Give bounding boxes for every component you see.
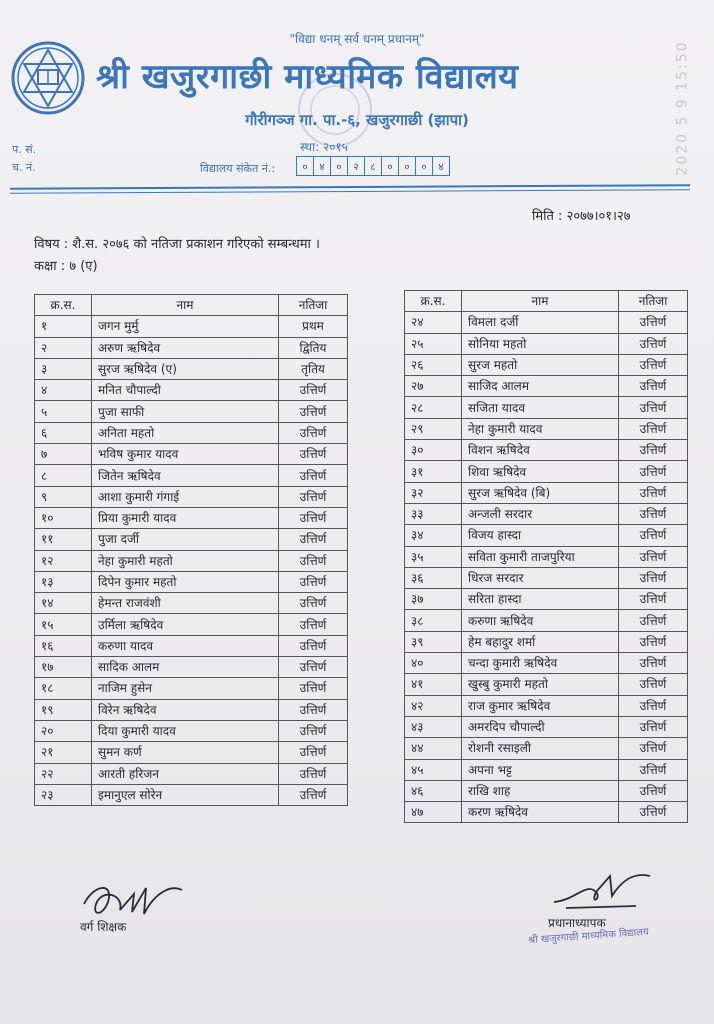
table-row <box>35 614 348 635</box>
cell-serial-number: ३९ <box>405 631 462 652</box>
cell-serial-number: ४१ <box>405 674 462 695</box>
code-digit-box: ० <box>331 156 348 176</box>
cell-result: उत्तिर्ण <box>279 784 348 805</box>
cell-student-name: आरती हरिजन <box>92 763 279 784</box>
cell-student-name: हेम बहादुर शर्मा <box>462 631 619 652</box>
cell-result: तृतिय <box>279 358 348 379</box>
school-logo-icon <box>10 40 86 116</box>
cell-serial-number: ३५ <box>405 546 462 567</box>
col-name-header: नाम <box>92 295 279 316</box>
cell-serial-number: ३७ <box>405 589 462 610</box>
table-row <box>405 546 688 567</box>
table-header-row <box>405 291 688 312</box>
cell-serial-number: ४० <box>405 653 462 674</box>
cell-student-name: सुरज ऋषिदेव (ए) <box>92 358 279 379</box>
cell-student-name: विरेन ऋषिदेव <box>92 699 279 720</box>
cell-student-name: सरिता हास्दा <box>462 589 619 610</box>
cell-result: उत्तिर्ण <box>619 802 688 823</box>
cell-student-name: इमानुएल सोरेन <box>92 784 279 805</box>
cell-serial-number: १३ <box>35 571 92 592</box>
cell-serial-number: ५ <box>35 401 92 422</box>
table-row <box>405 461 688 482</box>
cell-result: उत्तिर्ण <box>619 418 688 439</box>
cell-result: उत्तिर्ण <box>279 422 348 443</box>
table-row <box>405 780 688 801</box>
table-row <box>35 720 348 741</box>
cell-result: उत्तिर्ण <box>619 589 688 610</box>
cell-serial-number: २२ <box>35 763 92 784</box>
cell-serial-number: ४२ <box>405 695 462 716</box>
cn-label: च. नं. <box>12 161 36 174</box>
cell-student-name: धिरज सरदार <box>462 567 619 588</box>
school-address: गौरीगञ्ज गा. पा.-६, खजुरगाछी (झापा) <box>245 111 469 129</box>
cell-result: उत्तिर्ण <box>619 631 688 652</box>
cell-result: उत्तिर्ण <box>279 657 348 678</box>
table-row <box>35 444 348 465</box>
cell-result: उत्तिर्ण <box>279 486 348 507</box>
code-digit-box: ० <box>416 156 433 176</box>
cell-result: उत्तिर्ण <box>619 461 688 482</box>
cell-serial-number: ३२ <box>405 482 462 503</box>
cell-student-name: विमला दर्जी <box>462 312 619 333</box>
table-row <box>405 418 688 439</box>
cell-student-name: दिपेन कुमार महतो <box>92 571 279 592</box>
cell-student-name: सुरज ऋषिदेव (बि) <box>462 482 619 503</box>
cell-student-name: नेहा कुमारी महतो <box>92 550 279 571</box>
cell-result: उत्तिर्ण <box>279 720 348 741</box>
cell-student-name: राखि शाह <box>462 780 619 801</box>
school-motto: "विद्या धनम् सर्व धनम् प्रधानम्" <box>289 32 425 46</box>
cell-serial-number: ६ <box>35 422 92 443</box>
table-row <box>35 550 348 571</box>
letter-grade: कक्षा : ७ (ए) <box>34 259 98 274</box>
cell-serial-number: १ <box>35 316 92 337</box>
school-name: श्री खजुरगाछी माध्यमिक विद्यालय <box>96 57 519 97</box>
cell-student-name: जगन मुर्मु <box>92 316 279 337</box>
cell-student-name: राज कुमार ऋषिदेव <box>462 695 619 716</box>
cell-student-name: सोनिया महतो <box>462 333 619 354</box>
col-result-header: नतिजा <box>619 291 688 312</box>
cell-student-name: अपना भट्ट <box>462 759 619 780</box>
cell-result: उत्तिर्ण <box>279 571 348 592</box>
cell-result: उत्तिर्ण <box>279 699 348 720</box>
cell-serial-number: १२ <box>35 550 92 571</box>
table-row <box>35 571 348 592</box>
cell-serial-number: २० <box>35 720 92 741</box>
table-row <box>35 401 348 422</box>
table-row <box>405 674 688 695</box>
code-digit-box: ० <box>399 156 416 176</box>
table-row <box>35 657 348 678</box>
cell-result: उत्तिर्ण <box>279 380 348 401</box>
col-sn-header: क्र.स. <box>405 291 462 312</box>
table-row <box>35 422 348 443</box>
cell-serial-number: २३ <box>35 784 92 805</box>
cell-serial-number: ४३ <box>405 716 462 737</box>
cell-result: उत्तिर्ण <box>619 653 688 674</box>
table-row <box>405 738 688 759</box>
table-row <box>35 763 348 784</box>
col-name-header: नाम <box>462 291 619 312</box>
cell-student-name: सादिक आलम <box>92 657 279 678</box>
table-row <box>405 376 688 397</box>
table-row <box>405 525 688 546</box>
cell-serial-number: २५ <box>405 333 462 354</box>
cell-serial-number: ४४ <box>405 738 462 759</box>
cell-student-name: शिवा ऋषिदेव <box>462 461 619 482</box>
cell-result: प्रथम <box>279 316 348 337</box>
cell-serial-number: २७ <box>405 376 462 397</box>
cell-student-name: करण ऋषिदेव <box>462 802 619 823</box>
cell-student-name: नेहा कुमारी यादव <box>462 418 619 439</box>
cell-student-name: अन्जली सरदार <box>462 503 619 524</box>
cell-serial-number: २४ <box>405 312 462 333</box>
ps-label: प. सं. <box>12 143 37 156</box>
code-digit-box: ० <box>296 156 314 176</box>
table-row <box>405 503 688 524</box>
cell-result: उत्तिर्ण <box>279 593 348 614</box>
cell-student-name: खुस्बु कुमारी महतो <box>462 674 619 695</box>
cell-serial-number: २८ <box>405 397 462 418</box>
cell-serial-number: १९ <box>35 699 92 720</box>
cell-student-name: हेमन्त राजवंशी <box>92 593 279 614</box>
cell-result: उत्तिर्ण <box>619 376 688 397</box>
cell-serial-number: ३८ <box>405 610 462 631</box>
cell-student-name: साजिद आलम <box>462 376 619 397</box>
table-row <box>35 784 348 805</box>
cell-result: उत्तिर्ण <box>619 546 688 567</box>
school-code-label: विद्यालय संकेत नं.: <box>200 162 276 175</box>
cell-result: उत्तिर्ण <box>619 397 688 418</box>
code-digit-box: ८ <box>365 156 382 176</box>
cell-result: उत्तिर्ण <box>279 550 348 571</box>
cell-student-name: दिया कुमारी यादव <box>92 720 279 741</box>
cell-serial-number: ९ <box>35 486 92 507</box>
class-teacher-label: वर्ग शिक्षक <box>80 920 127 934</box>
cell-serial-number: ३३ <box>405 503 462 524</box>
cell-result: उत्तिर्ण <box>279 614 348 635</box>
cell-result: उत्तिर्ण <box>619 440 688 461</box>
cell-result: उत्तिर्ण <box>279 401 348 422</box>
cell-serial-number: ४ <box>35 380 92 401</box>
headmaster-stamp-text: श्री खजुरगाछी माध्यमिक विद्यालय <box>527 926 650 947</box>
table-row <box>35 529 348 550</box>
table-row <box>35 316 348 337</box>
table-row <box>35 358 348 379</box>
cell-result: उत्तिर्ण <box>619 716 688 737</box>
cell-result: उत्तिर्ण <box>279 678 348 699</box>
cell-result: उत्तिर्ण <box>619 503 688 524</box>
col-sn-header: क्र.स. <box>35 295 92 316</box>
cell-result: उत्तिर्ण <box>619 610 688 631</box>
cell-serial-number: ११ <box>35 529 92 550</box>
results-table-right <box>404 290 688 823</box>
cell-student-name: मनित चौपाल्दी <box>92 380 279 401</box>
table-row <box>35 465 348 486</box>
cell-student-name: सविता कुमारी ताजपुरिया <box>462 546 619 567</box>
cell-student-name: प्रिया कुमारी यादव <box>92 507 279 528</box>
results-table-left <box>34 294 348 806</box>
cell-serial-number: १८ <box>35 678 92 699</box>
cell-serial-number: ३४ <box>405 525 462 546</box>
cell-serial-number: ४५ <box>405 759 462 780</box>
table-row <box>35 635 348 656</box>
photo-timestamp-watermark: 2020 5 9 15:50 <box>674 40 691 176</box>
cell-result: उत्तिर्ण <box>619 482 688 503</box>
cell-student-name: सुरज महतो <box>462 354 619 375</box>
established-year: स्था: २०१५ <box>300 140 349 154</box>
cell-result: उत्तिर्ण <box>619 312 688 333</box>
cell-result: उत्तिर्ण <box>279 444 348 465</box>
cell-result: उत्तिर्ण <box>619 759 688 780</box>
cell-result: द्वितिय <box>279 337 348 358</box>
table-row <box>35 742 348 763</box>
cell-serial-number: ३० <box>405 440 462 461</box>
code-digit-box: ४ <box>433 156 450 176</box>
table-row <box>405 567 688 588</box>
cell-serial-number: ८ <box>35 465 92 486</box>
cell-serial-number: २९ <box>405 418 462 439</box>
table-row <box>405 610 688 631</box>
code-digit-box: २ <box>348 156 365 176</box>
cell-result: उत्तिर्ण <box>619 780 688 801</box>
headmaster-signature-icon <box>546 862 666 922</box>
cell-student-name: आशा कुमारी गंगाई <box>92 486 279 507</box>
table-row <box>35 486 348 507</box>
table-row <box>405 312 688 333</box>
cell-serial-number: १५ <box>35 614 92 635</box>
cell-serial-number: ४६ <box>405 780 462 801</box>
cell-result: उत्तिर्ण <box>279 507 348 528</box>
table-row <box>405 397 688 418</box>
table-row <box>405 440 688 461</box>
cell-student-name: भविष कुमार यादव <box>92 444 279 465</box>
school-code-boxes <box>296 156 450 176</box>
cell-serial-number: ३ <box>35 358 92 379</box>
cell-student-name: करुणा ऋषिदेव <box>462 610 619 631</box>
table-row <box>35 380 348 401</box>
cell-result: उत्तिर्ण <box>619 525 688 546</box>
table-row <box>405 333 688 354</box>
cell-student-name: करुणा यादव <box>92 635 279 656</box>
letter-subject: विषय : शै.स. २०७६ को नतिजा प्रकाशन गरिएको सम्बन्धमा । <box>34 237 320 252</box>
table-row <box>35 678 348 699</box>
cell-student-name: जितेन ऋषिदेव <box>92 465 279 486</box>
cell-student-name: सुमन कर्ण <box>92 742 279 763</box>
cell-result: उत्तिर्ण <box>619 738 688 759</box>
cell-serial-number: १६ <box>35 635 92 656</box>
cell-serial-number: १७ <box>35 657 92 678</box>
headmaster-label: प्रधानाध्यापक <box>548 916 606 930</box>
cell-result: उत्तिर्ण <box>279 763 348 784</box>
cell-serial-number: ७ <box>35 444 92 465</box>
cell-student-name: अनिता महतो <box>92 422 279 443</box>
cell-serial-number: २ <box>35 337 92 358</box>
table-header-row <box>35 295 348 316</box>
table-row <box>35 337 348 358</box>
table-row <box>405 802 688 823</box>
cell-student-name: पुजा साफी <box>92 401 279 422</box>
cell-result: उत्तिर्ण <box>279 529 348 550</box>
cell-serial-number: १० <box>35 507 92 528</box>
code-digit-box: ४ <box>314 156 331 176</box>
table-row <box>405 695 688 716</box>
table-row <box>405 589 688 610</box>
cell-serial-number: ३६ <box>405 567 462 588</box>
table-row <box>35 699 348 720</box>
cell-serial-number: १४ <box>35 593 92 614</box>
cell-result: उत्तिर्ण <box>619 695 688 716</box>
table-row <box>405 631 688 652</box>
table-row <box>405 354 688 375</box>
cell-result: उत्तिर्ण <box>279 635 348 656</box>
cell-serial-number: ३१ <box>405 461 462 482</box>
cell-result: उत्तिर्ण <box>619 354 688 375</box>
cell-student-name: सजिता यादव <box>462 397 619 418</box>
cell-serial-number: २१ <box>35 742 92 763</box>
cell-student-name: चन्दा कुमारी ऋषिदेव <box>462 653 619 674</box>
cell-student-name: पुजा दर्जी <box>92 529 279 550</box>
cell-serial-number: २६ <box>405 354 462 375</box>
cell-student-name: उर्मिला ऋषिदेव <box>92 614 279 635</box>
cell-result: उत्तिर्ण <box>619 674 688 695</box>
table-row <box>35 593 348 614</box>
cell-serial-number: ४७ <box>405 802 462 823</box>
col-result-header: नतिजा <box>279 295 348 316</box>
table-row <box>405 759 688 780</box>
cell-student-name: रोशनी रसाइली <box>462 738 619 759</box>
cell-student-name: नाजिम हुसेन <box>92 678 279 699</box>
cell-student-name: विजय हास्दा <box>462 525 619 546</box>
cell-student-name: अरुण ऋषिदेव <box>92 337 279 358</box>
cell-result: उत्तिर्ण <box>279 742 348 763</box>
cell-result: उत्तिर्ण <box>279 465 348 486</box>
cell-result: उत्तिर्ण <box>619 333 688 354</box>
table-row <box>405 482 688 503</box>
cell-student-name: विशन ऋषिदेव <box>462 440 619 461</box>
cell-result: उत्तिर्ण <box>619 567 688 588</box>
letter-date: मिति : २०७७।०१।२७ <box>532 209 631 224</box>
cell-student-name: अमरदिप चौपाल्दी <box>462 716 619 737</box>
table-row <box>35 507 348 528</box>
table-row <box>405 653 688 674</box>
code-digit-box: ० <box>382 156 399 176</box>
table-row <box>405 716 688 737</box>
